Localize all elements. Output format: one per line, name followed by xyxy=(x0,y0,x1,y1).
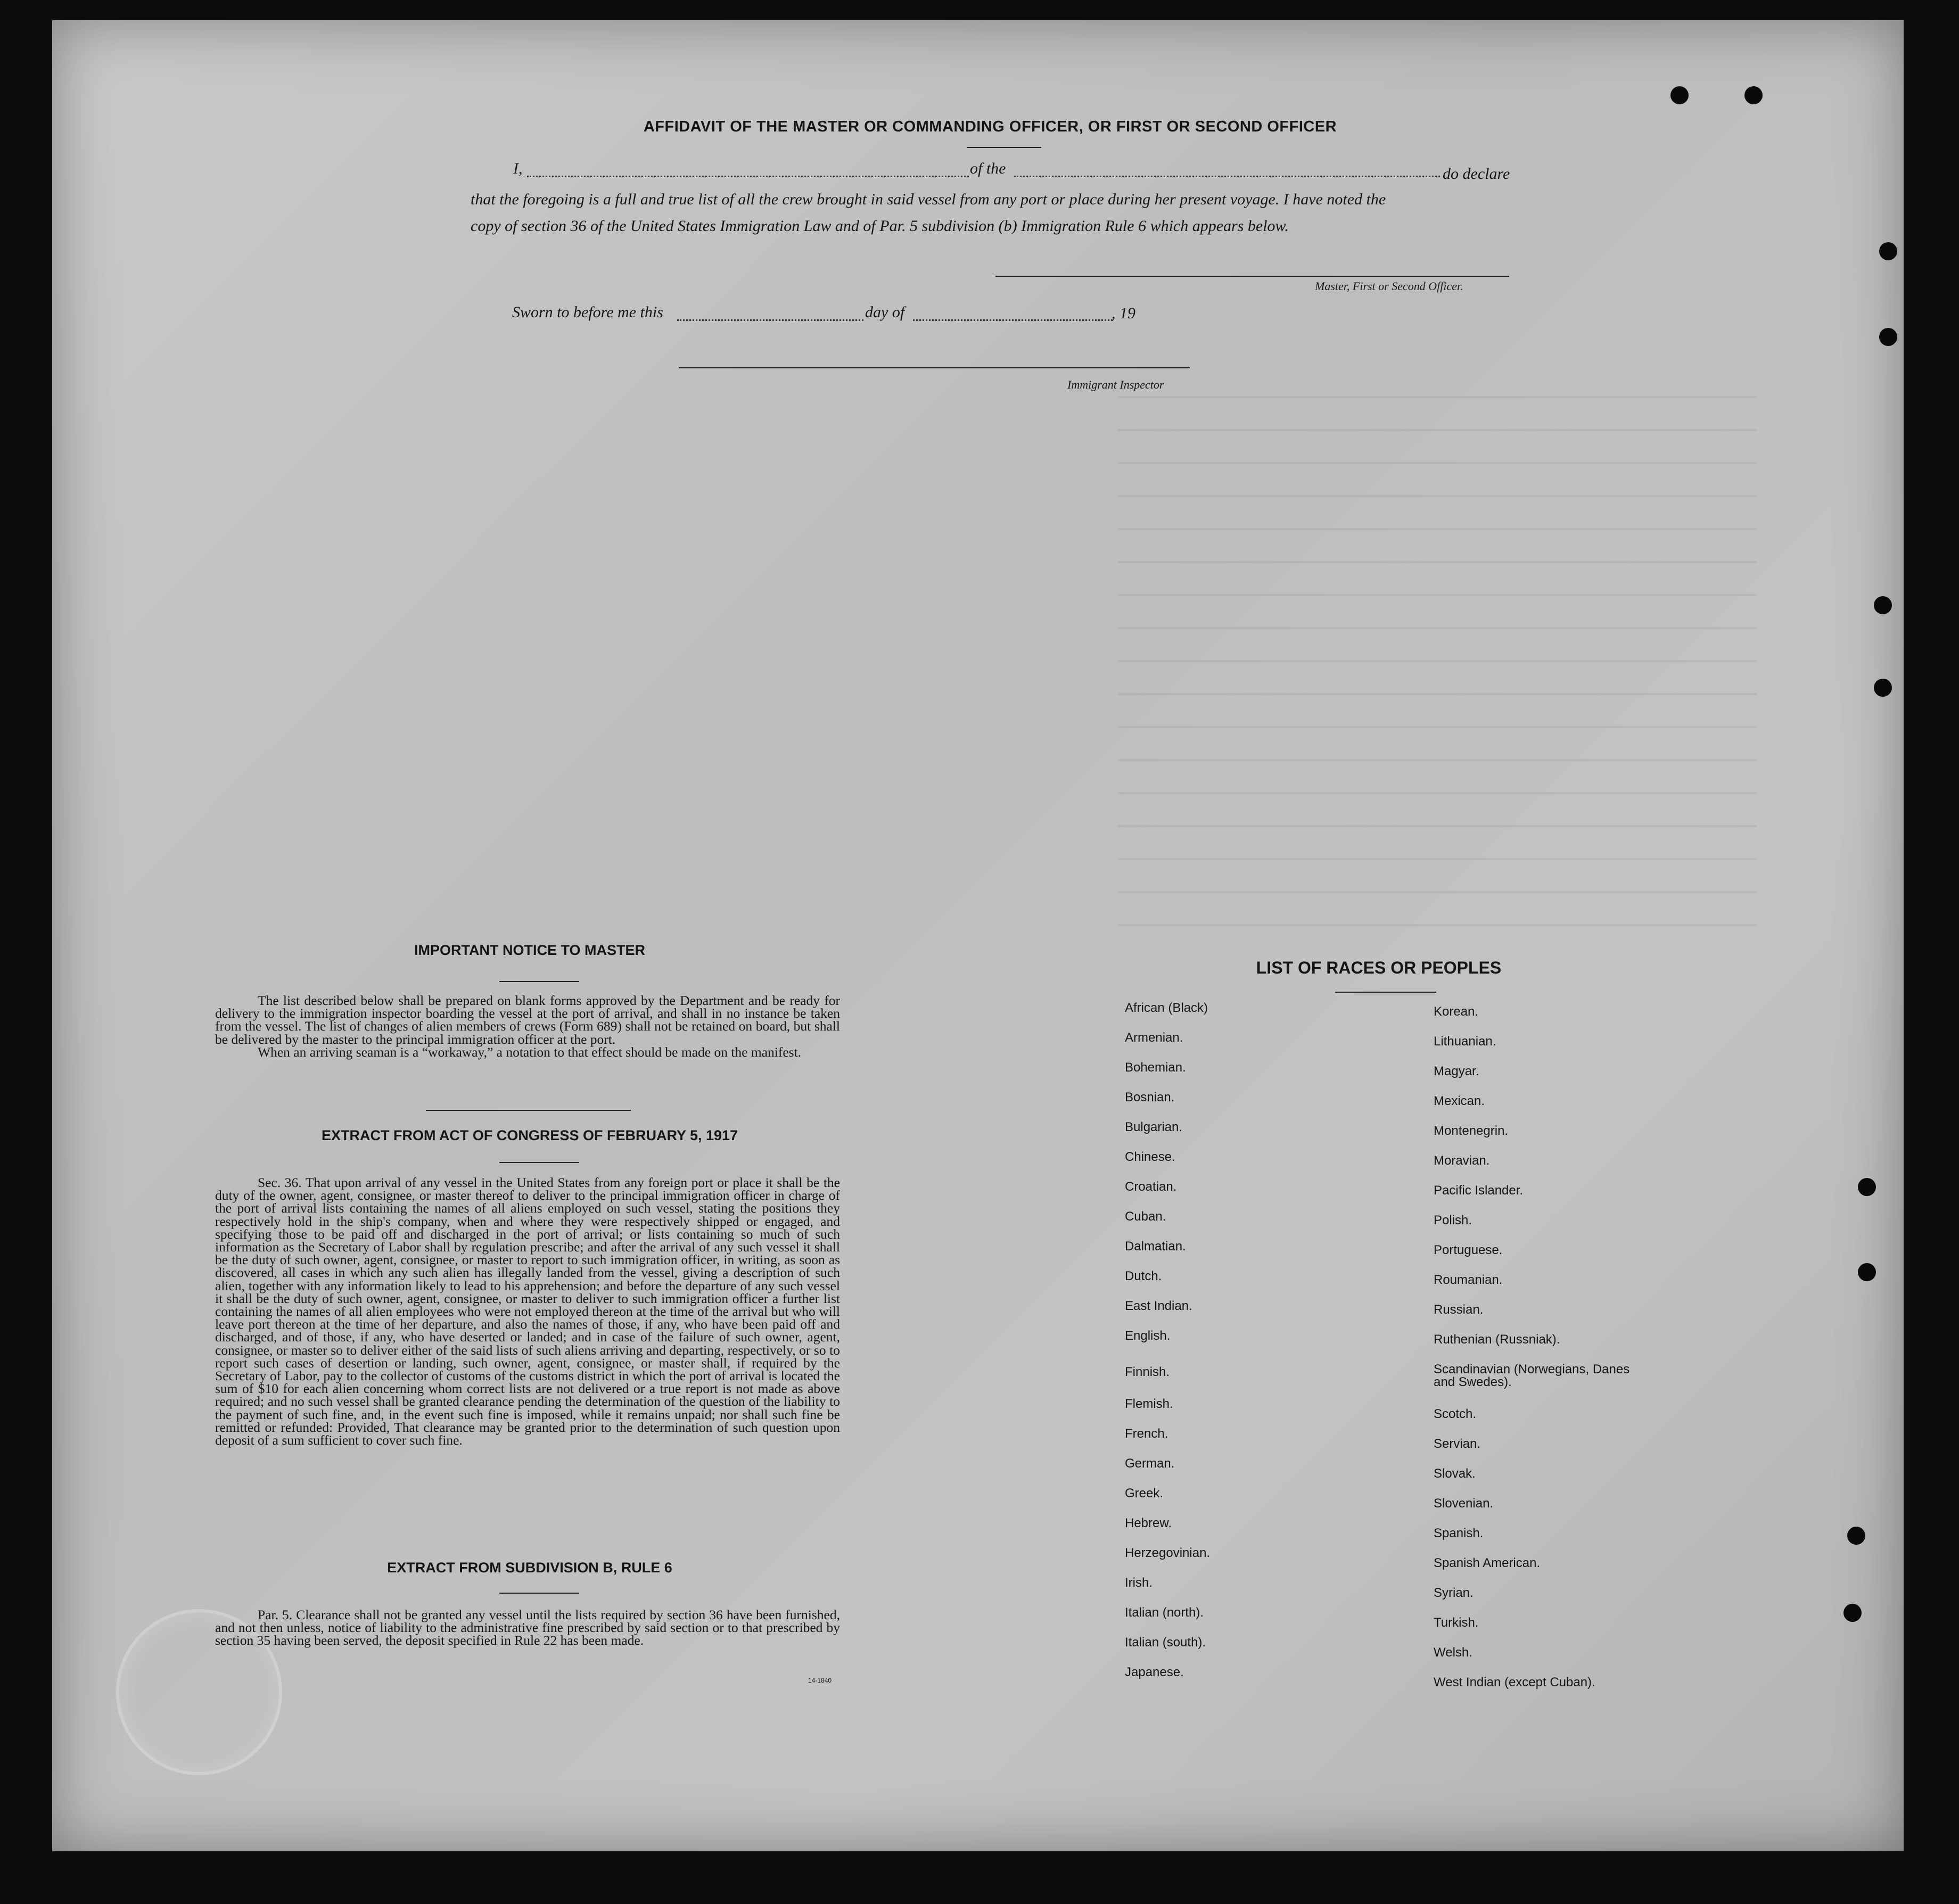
affidavit-declare-label: do declare xyxy=(1443,165,1510,183)
extract-act-underline xyxy=(499,1162,579,1163)
race-item: Polish. xyxy=(1434,1213,1472,1227)
race-item: Montenegrin. xyxy=(1434,1124,1509,1138)
race-item: Dutch. xyxy=(1125,1269,1162,1283)
race-item: Servian. xyxy=(1434,1437,1481,1451)
punch-hole xyxy=(1843,1604,1862,1622)
race-item: Welsh. xyxy=(1434,1645,1472,1660)
notice-title: IMPORTANT NOTICE TO MASTER xyxy=(414,942,645,958)
affidavit-i-label: I, xyxy=(513,160,523,177)
race-item: Chinese. xyxy=(1125,1150,1175,1164)
extract-act-text: Sec. 36. That upon arrival of any vessel in the United States from any foreign port or place it shall be the duty of the owner, agent, consignee, or master thereof to deliver to the principal immigration officer in charge of the port of arrival lists containing the names of all aliens employed on such vessel, stating the positions they respectively hold in the ship's company, when and where they were respectively shipped or engaged, and specifying those to be paid off and discharged in the port of arrival; or lists containing so much of such information as the Secretary of Labor shall by regulation prescribe; and after the arrival of any such vessel it shall be the duty of such owner, agent, consignee, or master to report to such immigration officer, in writing, as soon as discovered, all cases in which any such alien has illegally landed from the vessel, giving a description of such alien, together with any information likely to lead to his apprehension; and before the departure of any such vessel it shall be the duty of such owner, agent, consignee, or master to deliver to such immigration officer a further list containing the names of all alien employees who were not employed thereon at the time of the arrival but who will leave port thereon at the time of her departure, and also the names of those, if any, who have been paid off and discharged, and of those, if any, who have deserted or landed; and in case of the failure of such owner, agent, consignee, or master so to deliver either of the said lists of such aliens arriving and departing, respectively, or so to report such cases of desertion or landing, such owner, agent, consignee, or master shall, if required by the Secretary of Labor, pay to the collector of customs of the customs district in which the port of arrival is located the sum of $10 for each alien concerning whom correct lists are not delivered or a true report is not made as above required; and no such vessel shall be granted clearance pending the determination of the question of the liability to the payment of such fine, and, in the event such fine is imposed, while it remains unpaid; nor shall such fine be remitted or refunded: Provided, That clearance may be granted prior to the determination of such question upon deposit of a sum sufficient to cover such fine. xyxy=(215,1175,840,1448)
race-item: Pacific Islander. xyxy=(1434,1183,1524,1198)
affidavit-statement-line1: that the foregoing is a full and true list of all the crew brought in said vessel from any port or place during her present voyage. I have noted the xyxy=(471,191,1386,208)
sworn-day-blank[interactable] xyxy=(677,319,863,321)
punch-hole xyxy=(1858,1263,1876,1281)
sworn-year: , 19 xyxy=(1112,304,1135,322)
races-title: LIST OF RACES OR PEOPLES xyxy=(1256,958,1502,977)
master-signature-label: Master, First or Second Officer. xyxy=(1315,279,1463,293)
race-item: Bosnian. xyxy=(1125,1090,1175,1105)
race-item: Scotch. xyxy=(1434,1407,1477,1421)
punch-hole xyxy=(1847,1527,1865,1545)
race-item: African (Black) xyxy=(1125,1001,1208,1015)
race-item: Russian. xyxy=(1434,1303,1484,1317)
vessel-blank[interactable] xyxy=(1014,176,1440,177)
race-item: Magyar. xyxy=(1434,1064,1479,1078)
race-item: Cuban. xyxy=(1125,1209,1166,1224)
race-item: German. xyxy=(1125,1456,1175,1471)
race-item: Lithuanian. xyxy=(1434,1034,1496,1049)
punch-hole xyxy=(1670,86,1689,104)
race-item: Japanese. xyxy=(1125,1665,1184,1679)
race-item: Bohemian. xyxy=(1125,1060,1186,1075)
race-item: Slovenian. xyxy=(1434,1496,1494,1511)
notice-underline xyxy=(499,981,579,982)
punch-hole xyxy=(1874,596,1892,614)
race-item: Moravian. xyxy=(1434,1153,1490,1168)
extract-rule-text: Par. 5. Clearance shall not be granted any vessel until the lists required by section 36 have been furnished, and not then unless, notice of liability to the administrative fine prescribed by said section or to that prescribed by section 35 having been served, the deposit specified in Rule 22 has been made. xyxy=(215,1607,840,1649)
race-item: Spanish. xyxy=(1434,1526,1484,1540)
race-item: Greek. xyxy=(1125,1486,1164,1501)
sworn-prefix: Sworn to before me this xyxy=(512,303,663,321)
punch-hole xyxy=(1879,328,1897,346)
extract-rule-body xyxy=(215,1609,840,1647)
race-item: Flemish. xyxy=(1125,1397,1173,1411)
inspector-label: Immigrant Inspector xyxy=(1067,378,1164,391)
punch-hole xyxy=(1879,242,1897,260)
race-item: Turkish. xyxy=(1434,1615,1479,1630)
race-item: Irish. xyxy=(1125,1576,1153,1590)
sworn-day-of: day of xyxy=(865,303,905,321)
races-underline xyxy=(1335,992,1436,993)
races-left-column xyxy=(1125,1002,1380,1696)
title-underline xyxy=(967,147,1041,148)
race-item: Croatian. xyxy=(1125,1180,1177,1194)
extract-rule-title: EXTRACT FROM SUBDIVISION B, RULE 6 xyxy=(387,1560,672,1576)
race-item: Scandinavian (Norwegians, Danes and Swedes). xyxy=(1434,1362,1630,1389)
race-item: Italian (north). xyxy=(1125,1605,1204,1620)
affidavit-title: AFFIDAVIT OF THE MASTER OR COMMANDING OFFICER, OR FIRST OR SECOND OFFICER xyxy=(643,118,1337,135)
races-right-column xyxy=(1434,1005,1657,1706)
extract-rule-underline xyxy=(499,1593,579,1594)
race-item: Finnish. xyxy=(1125,1365,1170,1379)
race-item: English. xyxy=(1125,1329,1171,1343)
extract-act-body xyxy=(215,1176,840,1447)
race-item: East Indian. xyxy=(1125,1299,1192,1313)
race-item: Bulgarian. xyxy=(1125,1120,1183,1134)
section-divider xyxy=(426,1110,631,1111)
race-item: Italian (south). xyxy=(1125,1635,1206,1650)
master-signature-line[interactable] xyxy=(995,276,1509,277)
race-item: Mexican. xyxy=(1434,1094,1485,1108)
extract-act-title: EXTRACT FROM ACT OF CONGRESS OF FEBRUARY 5, 1917 xyxy=(321,1127,738,1143)
punch-hole xyxy=(1744,86,1763,104)
race-item: Roumanian. xyxy=(1434,1273,1503,1287)
race-item: Spanish American. xyxy=(1434,1556,1541,1570)
affidavit-statement-line2: copy of section 36 of the United States Immigration Law and of Par. 5 subdivision (b) Immigration Rule 6 which appears below. xyxy=(471,217,1289,235)
race-item: Korean. xyxy=(1434,1004,1479,1019)
sworn-month-blank[interactable] xyxy=(913,319,1113,321)
race-item: Syrian. xyxy=(1434,1586,1474,1600)
name-blank[interactable] xyxy=(527,176,969,177)
race-item: French. xyxy=(1125,1427,1168,1441)
notice-paragraph-1: The list described below shall be prepared on blank forms approved by the Department and be ready for delivery to the immigration inspector boarding the vessel at the port of arrival, and shall in no instance be taken from the vessel. The list of changes of alien members of crews (Form 689) shall not be retained on board, but shall be delivered by the master to the principal immigration officer at the port. xyxy=(215,993,840,1047)
inspector-signature-line[interactable] xyxy=(679,367,1190,368)
race-item: Armenian. xyxy=(1125,1031,1183,1045)
race-item: Hebrew. xyxy=(1125,1516,1172,1530)
punch-hole xyxy=(1858,1178,1876,1196)
affidavit-of-the-label: of the xyxy=(970,160,1006,177)
bleed-through-text xyxy=(1118,394,1757,926)
race-item: West Indian (except Cuban). xyxy=(1434,1675,1595,1689)
form-number: 14-1840 xyxy=(808,1677,832,1684)
punch-hole xyxy=(1874,679,1892,697)
race-item: Ruthenian (Russniak). xyxy=(1434,1332,1560,1347)
notice-body xyxy=(215,994,840,1059)
race-item: Portuguese. xyxy=(1434,1243,1503,1257)
race-item: Herzegovinian. xyxy=(1125,1546,1211,1560)
notice-paragraph-2: When an arriving seaman is a “workaway,” a notation to that effect should be made on the manifest. xyxy=(258,1044,802,1060)
race-item: Dalmatian. xyxy=(1125,1239,1186,1254)
race-item: Slovak. xyxy=(1434,1466,1476,1481)
